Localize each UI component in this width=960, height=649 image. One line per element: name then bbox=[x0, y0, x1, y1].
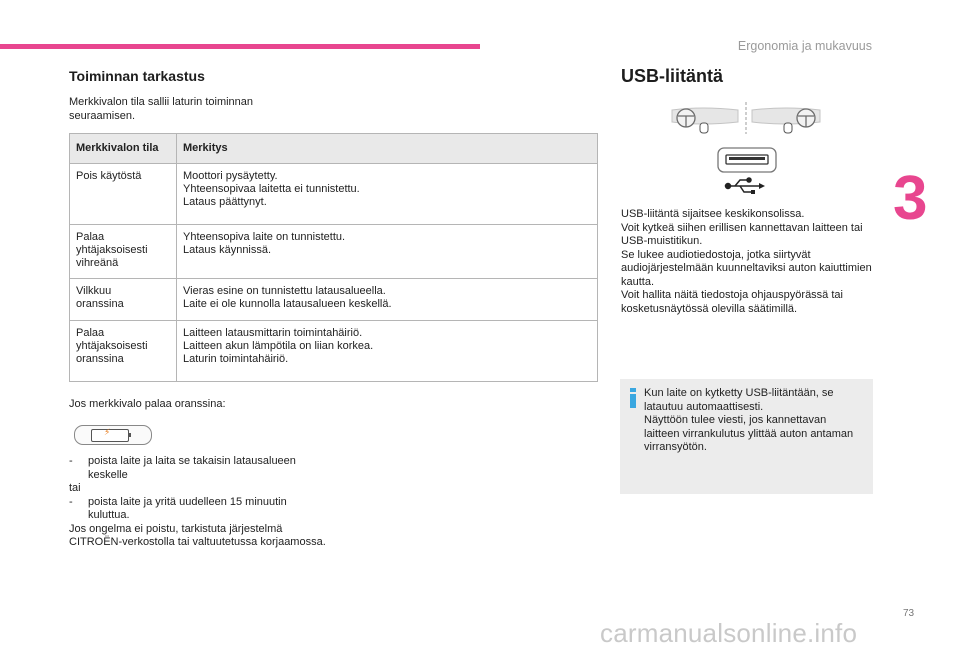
info-box bbox=[620, 379, 873, 494]
cell-state: Pois käytöstä bbox=[70, 164, 177, 225]
or-text: tai bbox=[69, 482, 81, 494]
battery-charging-icon bbox=[74, 425, 152, 445]
outro-text: Jos ongelma ei poistu, tarkistuta järjestelmä CITROËN-verkostolla tai valtuutetussa korjaamossa. bbox=[69, 522, 326, 548]
status-table bbox=[69, 133, 598, 382]
list-item: - poista laite ja yritä uudelleen 15 minuutin kuluttua. bbox=[69, 495, 287, 521]
usb-title: USB-liitäntä bbox=[621, 66, 724, 86]
chapter-number: 3 bbox=[893, 164, 928, 233]
header-accent-bar bbox=[0, 44, 480, 49]
cell-meaning: Yhteensopiva laite on tunnistettu. Lataus käynnissä. bbox=[177, 225, 598, 279]
page-number: 73 bbox=[903, 608, 915, 619]
usb-paragraph: USB-liitäntä sijaitsee keskikonsolissa. Voit kytkeä siihen erillisen kannettavan laitteen tai USB-muistitikun. Se lukee audiotiedostoja, jotka siirtyvät audiojärjestelmään kuunneltaviksi auton kaiuttimien kautta. Voit hallita näitä tiedostoja ohjauspyörässä tai kosketusnäytössä olevilla säätimillä. bbox=[621, 208, 872, 315]
list-item: - poista laite ja laita se takaisin latausalueen keskelle bbox=[69, 455, 296, 481]
check-title: Toiminnan tarkastus bbox=[69, 68, 205, 84]
cell-meaning: Vieras esine on tunnistettu latausalueella. Laite ei ole kunnolla latausalueen keskellä. bbox=[177, 279, 598, 321]
section-title: Ergonomia ja mukavuus bbox=[737, 39, 872, 53]
table-header-state: Merkkivalon tila bbox=[70, 134, 177, 164]
watermark: carmanualsonline.info bbox=[600, 618, 858, 648]
instruction-list bbox=[69, 455, 329, 550]
lightning-icon: ⚡ bbox=[104, 427, 111, 437]
usb-console-illustration bbox=[666, 100, 826, 196]
info-text: Kun laite on kytketty USB-liitäntään, se latautuu automaattisesti. Näyttöön tulee viesti, jos kannettavan laitteen virrankulutus ylittää auton antaman virransyötön. bbox=[644, 387, 854, 453]
cell-state: Palaa yhtäjaksoisesti vihreänä bbox=[70, 225, 177, 279]
cell-state: Palaa yhtäjaksoisesti oranssina bbox=[70, 321, 177, 382]
table-row bbox=[70, 279, 598, 321]
cell-meaning: Laitteen latausmittarin toimintahäiriö. Laitteen akun lämpötila on liian korkea. Laturin toimintahäiriö. bbox=[177, 321, 598, 382]
table-row bbox=[70, 225, 598, 279]
table-header-meaning: Merkitys bbox=[177, 134, 598, 164]
info-icon bbox=[629, 388, 637, 408]
check-intro: Merkkivalon tila sallii laturin toiminnan seuraamisen. bbox=[69, 96, 254, 122]
orange-light-note: Jos merkkivalo palaa oranssina: bbox=[69, 398, 226, 410]
table-row bbox=[70, 164, 598, 225]
table-row bbox=[70, 321, 598, 382]
cell-state: Vilkkuu oranssina bbox=[70, 279, 177, 321]
cell-meaning: Moottori pysäytetty. Yhteensopivaa laitetta ei tunnistettu. Lataus päättynyt. bbox=[177, 164, 598, 225]
